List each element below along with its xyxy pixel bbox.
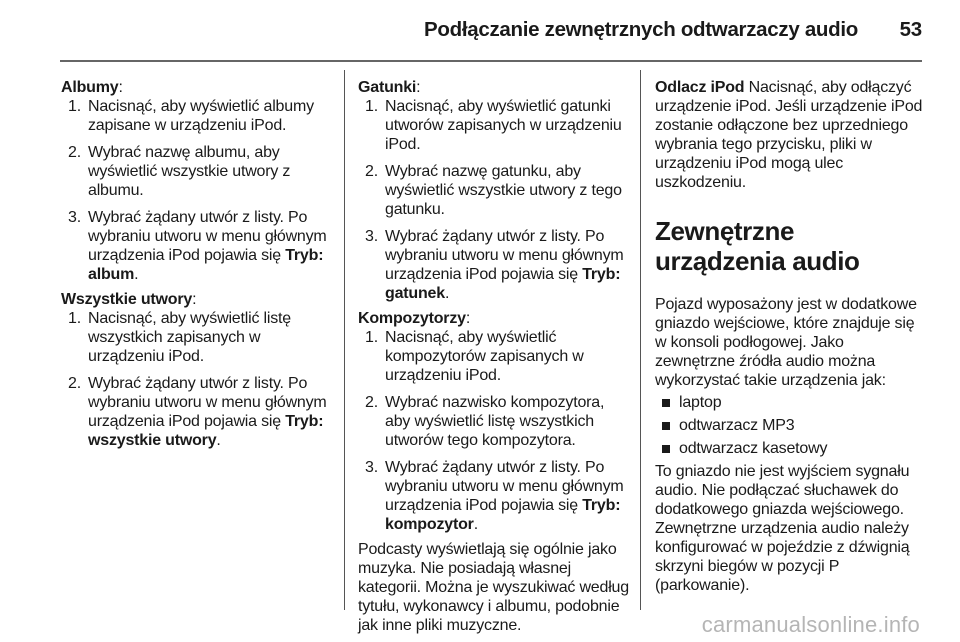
step-text: Nacisnąć, aby wyświetlić gatunki utworów zapisanych w urządzeniu iPod. (385, 98, 622, 153)
albums-colon: : (118, 79, 123, 96)
column-divider-2 (640, 70, 641, 610)
all-tracks-steps (61, 309, 333, 450)
step-number: 2. (365, 163, 378, 180)
list-item (61, 143, 333, 200)
step-text-wrap (88, 374, 333, 450)
step-text: Wybrać nazwisko kompozytora, aby wyświetlić listę wszystkich utworów tego kompozytora. (385, 394, 605, 449)
device-list (655, 393, 925, 458)
list-item (358, 162, 630, 219)
step-number: 1. (365, 98, 378, 115)
disconnect-text: Nacisnąć, aby odłączyć urządzenie iPod. Jeśli urządzenie iPod zostanie odłączone bez uprzedniego wybrania tego przycisku, pliki w urządzeniu iPod mogą ulec uszkodzeniu. (655, 79, 923, 191)
section-heading: Zewnętrzne urządzenia audio (655, 216, 860, 276)
bullet-square-icon (655, 416, 679, 435)
step-number: 1. (68, 98, 81, 115)
step-end: . (473, 516, 478, 533)
page-title: Podłączanie zewnętrznych odtwarzaczy audio (424, 18, 858, 41)
list-item (358, 227, 630, 303)
step-number: 1. (365, 329, 378, 346)
genres-heading-line (358, 78, 630, 97)
step-text: Wybrać żądany utwór z listy. Po wybraniu utworu w menu głównym urządzenia iPod pojawia się (385, 228, 624, 283)
column-divider-1 (344, 70, 345, 610)
all-tracks-heading: Wszystkie utwory (61, 291, 193, 308)
step-text: Wybrać żądany utwór z listy. Po wybraniu utworu w menu głównym urządzenia iPod pojawia się (88, 209, 327, 264)
step-end: . (216, 432, 221, 449)
step-text: Nacisnąć, aby wyświetlić albumy zapisane w urządzeniu iPod. (88, 98, 314, 134)
step-number: 3. (68, 209, 81, 226)
step-text-wrap (88, 208, 333, 284)
step-end: . (134, 266, 139, 283)
bullet-square-icon (655, 393, 679, 412)
list-item (61, 374, 333, 450)
step-number: 1. (68, 310, 81, 327)
watermark: carmanualsonline.info (701, 612, 920, 637)
all-tracks-colon: : (192, 291, 197, 308)
step-end: . (444, 285, 450, 302)
step-text: Nacisnąć, aby wyświetlić kompozytorów zapisanych w urządzeniu iPod. (385, 329, 584, 384)
list-item (358, 97, 630, 154)
step-text-wrap (385, 227, 630, 303)
albums-heading-line (61, 78, 333, 97)
intro-paragraph: Pojazd wyposażony jest w dodatkowe gniazdo wejściowe, które znajduje się w konsoli podłogowej. Jako zewnętrzne źródła audio można wykorzystać takie urządzenia jak: (655, 296, 917, 389)
composers-colon: : (465, 310, 471, 327)
list-item (655, 439, 925, 458)
step-text: Wybrać żądany utwór z listy. Po wybraniu utworu w menu głównym urządzenia iPod pojawia się (385, 459, 624, 514)
mode-label: Tryb: kompozytor (385, 497, 621, 533)
page-number: 53 (899, 18, 922, 41)
device-name: odtwarzacz kasetowy (679, 440, 828, 457)
step-number: 2. (68, 144, 81, 161)
albums-steps (61, 97, 333, 284)
column-3 (655, 78, 925, 595)
column-1 (61, 78, 333, 456)
step-number: 3. (365, 459, 378, 476)
albums-heading: Albumy (61, 79, 119, 96)
list-item (61, 97, 333, 135)
list-item (61, 309, 333, 366)
composers-steps (358, 328, 630, 534)
step-number: 3. (365, 228, 378, 245)
device-name: laptop (679, 394, 722, 411)
mode-label: Tryb: gatunek (385, 266, 621, 302)
podcasts-paragraph: Podcasty wyświetlają się ogólnie jako muzyka. Nie posiadają własnej kategorii. Można je wyszukiwać według tytułu, wykonawcy i albumu, podobnie jak inne pliki muzyczne. (358, 541, 629, 634)
step-text: Wybrać nazwę albumu, aby wyświetlić wszystkie utwory z albumu. (88, 144, 291, 199)
note-paragraph: To gniazdo nie jest wyjściem sygnału audio. Nie podłączać słuchawek do dodatkowego gniazda wejściowego. Zewnętrzne urządzenia audio należy konfigurować w pojeździe z dźwignią skrzyni biegów w pozycji P (parkowanie). (655, 463, 910, 594)
genres-heading: Gatunki (358, 79, 417, 96)
genres-colon: : (416, 79, 421, 96)
header-rule (60, 60, 922, 62)
list-item (358, 458, 630, 534)
mode-label: Tryb: album (88, 247, 324, 283)
list-item (655, 416, 925, 435)
bullet-square-icon (655, 439, 679, 458)
step-text: Nacisnąć, aby wyświetlić listę wszystkich zapisanych w urządzeniu iPod. (88, 310, 291, 365)
composers-heading-line (358, 309, 630, 328)
disconnect-paragraph (655, 78, 925, 192)
step-text: Wybrać żądany utwór z listy. Po wybraniu utworu w menu głównym urządzenia iPod pojawia się (88, 375, 327, 430)
list-item (61, 208, 333, 284)
genres-steps (358, 97, 630, 303)
step-text: Wybrać nazwę gatunku, aby wyświetlić wszystkie utwory z tego gatunku. (385, 163, 622, 218)
column-2 (358, 78, 630, 635)
list-item (358, 393, 630, 450)
step-number: 2. (365, 394, 378, 411)
device-name: odtwarzacz MP3 (679, 417, 795, 434)
composers-heading: Kompozytorzy (358, 310, 466, 327)
step-number: 2. (68, 375, 81, 392)
disconnect-label: Odlacz iPod (655, 79, 745, 96)
mode-label: Tryb: wszystkie utwory (88, 413, 324, 449)
list-item (655, 393, 925, 412)
all-tracks-heading-line (61, 290, 333, 309)
list-item (358, 328, 630, 385)
step-text-wrap (385, 458, 630, 534)
